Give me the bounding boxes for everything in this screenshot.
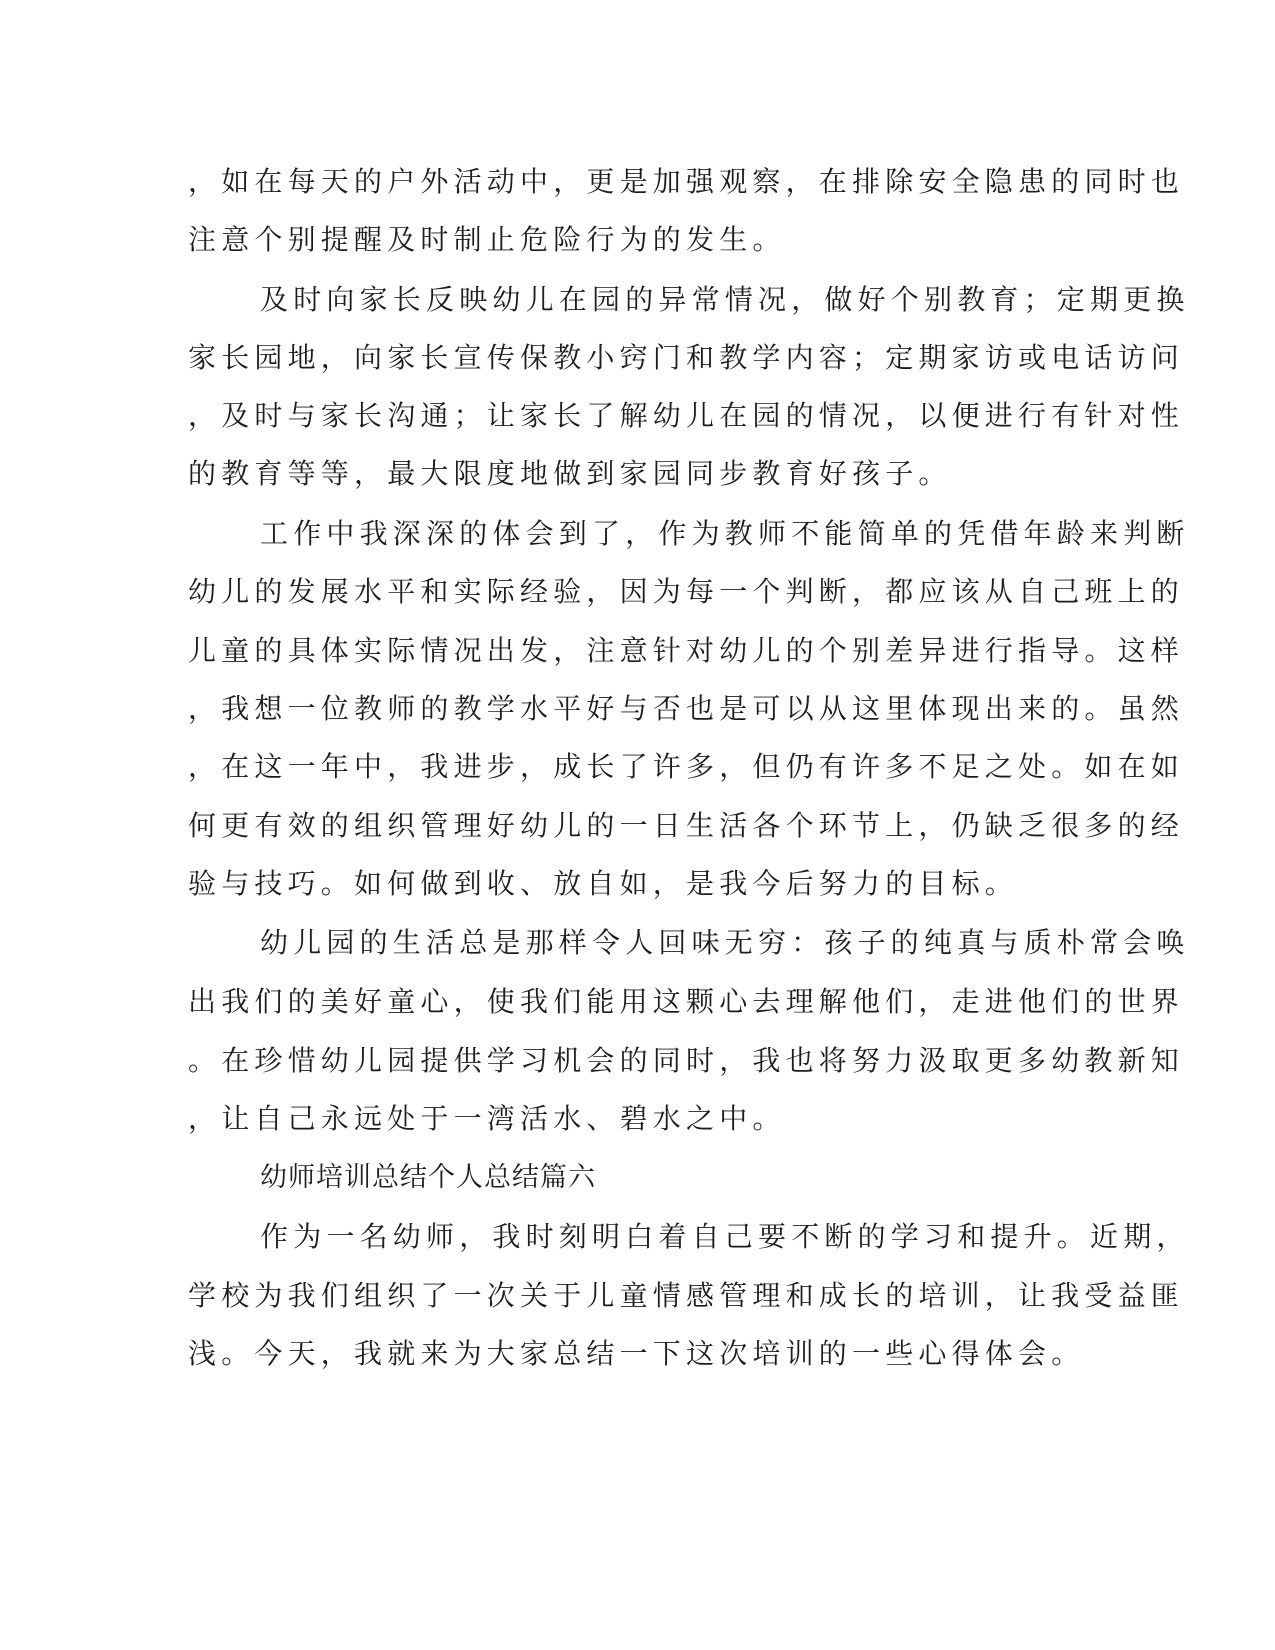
paragraph-4-line-2: 出我们的美好童心，使我们能用这颗心去理解他们，走进他们的世界	[188, 985, 1185, 1018]
paragraph-3-line-6: 何更有效的组织管理好幼儿的一日生活各个环节上，仍缺乏很多的经	[188, 809, 1185, 842]
paragraph-3-line-1: 工作中我深深的体会到了，作为教师不能简单的凭借年龄来判断	[260, 517, 1190, 550]
paragraph-2-line-4: 的教育等等，最大限度地做到家园同步教育好孩子。	[188, 457, 952, 490]
paragraph-1-line-2: 注意个别提醒及时制止危险行为的发生。	[188, 223, 786, 256]
paragraph-4-line-1: 幼儿园的生活总是那样令人回味无穷：孩子的纯真与质朴常会唤	[260, 926, 1190, 959]
paragraph-6-line-3: 浅。今天，我就来为大家总结一下这次培训的一些心得体会。	[188, 1337, 1085, 1370]
paragraph-2-line-1: 及时向家长反映幼儿在园的异常情况，做好个别教育；定期更换	[260, 283, 1190, 316]
paragraph-3-line-4: ，我想一位教师的教学水平好与否也是可以从这里体现出来的。虽然	[188, 692, 1185, 725]
paragraph-3-line-7: 验与技巧。如何做到收、放自如，是我今后努力的目标。	[188, 867, 1019, 900]
paragraph-3-line-3: 儿童的具体实际情况出发，注意针对幼儿的个别差异进行指导。这样	[188, 634, 1185, 667]
paragraph-4-line-4: ，让自己永远处于一湾活水、碧水之中。	[188, 1102, 786, 1135]
paragraph-2-line-2: 家长园地，向家长宣传保教小窍门和教学内容；定期家访或电话访问	[188, 341, 1185, 374]
paragraph-1-line-1: ，如在每天的户外活动中，更是加强观察，在排除安全隐患的同时也	[188, 165, 1185, 198]
paragraph-3-line-5: ，在这一年中，我进步，成长了许多，但仍有许多不足之处。如在如	[188, 750, 1185, 783]
paragraph-4-line-3: 。在珍惜幼儿园提供学习机会的同时，我也将努力汲取更多幼教新知	[188, 1044, 1185, 1077]
section-heading: 幼师培训总结个人总结篇六	[260, 1162, 596, 1193]
paragraph-6-line-2: 学校为我们组织了一次关于儿童情感管理和成长的培训，让我受益匪	[188, 1279, 1185, 1312]
paragraph-2-line-3: ，及时与家长沟通；让家长了解幼儿在园的情况，以便进行有针对性	[188, 399, 1185, 432]
paragraph-6-line-1: 作为一名幼师，我时刻明白着自己要不断的学习和提升。近期，	[260, 1220, 1190, 1253]
paragraph-3-line-2: 幼儿的发展水平和实际经验，因为每一个判断，都应该从自己班上的	[188, 575, 1185, 608]
